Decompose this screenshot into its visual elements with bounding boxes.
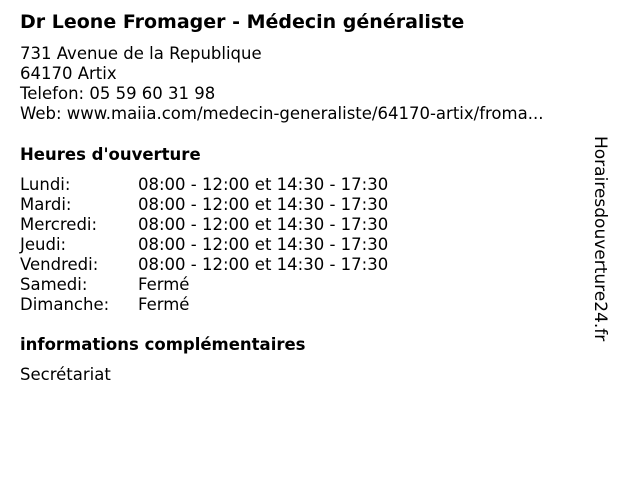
hours-row-thursday xyxy=(20,235,388,255)
page-title: Dr Leone Fromager - Médecin généraliste xyxy=(20,11,465,33)
day-label: Vendredi: xyxy=(20,255,99,274)
hours-row-sunday xyxy=(20,295,388,315)
hours-value: 08:00 - 12:00 et 14:30 - 17:30 xyxy=(138,175,389,194)
day-label: Mardi: xyxy=(20,195,72,214)
website: Web: www.maiia.com/medecin-generaliste/64170-artix/froma... xyxy=(20,104,544,123)
address-line-street: 731 Avenue de la Republique xyxy=(20,44,262,63)
day-label: Dimanche: xyxy=(20,295,110,314)
day-label: Lundi: xyxy=(20,175,71,194)
hours-value: 08:00 - 12:00 et 14:30 - 17:30 xyxy=(138,255,389,274)
hours-value: Fermé xyxy=(138,295,190,314)
day-label: Mercredi: xyxy=(20,215,98,234)
additional-info-text: Secrétariat xyxy=(20,365,111,384)
phone-number: Telefon: 05 59 60 31 98 xyxy=(20,84,216,103)
hours-row-wednesday xyxy=(20,215,388,235)
hours-row-friday xyxy=(20,255,388,275)
hours-value: 08:00 - 12:00 et 14:30 - 17:30 xyxy=(138,215,389,234)
opening-hours-heading: Heures d'ouverture xyxy=(20,145,201,164)
address-line-city: 64170 Artix xyxy=(20,64,117,83)
hours-row-monday xyxy=(20,175,388,195)
hours-value: 08:00 - 12:00 et 14:30 - 17:30 xyxy=(138,235,389,254)
opening-hours-table xyxy=(20,175,388,315)
hours-value: Fermé xyxy=(138,275,190,294)
hours-row-saturday xyxy=(20,275,388,295)
additional-info-heading: informations complémentaires xyxy=(20,335,306,354)
day-label: Jeudi: xyxy=(20,235,67,254)
hours-value: 08:00 - 12:00 et 14:30 - 17:30 xyxy=(138,195,389,214)
site-watermark: Horairesdouverture24.fr xyxy=(590,136,610,342)
contact-block xyxy=(20,44,543,124)
hours-row-tuesday xyxy=(20,195,388,215)
day-label: Samedi: xyxy=(20,275,88,294)
